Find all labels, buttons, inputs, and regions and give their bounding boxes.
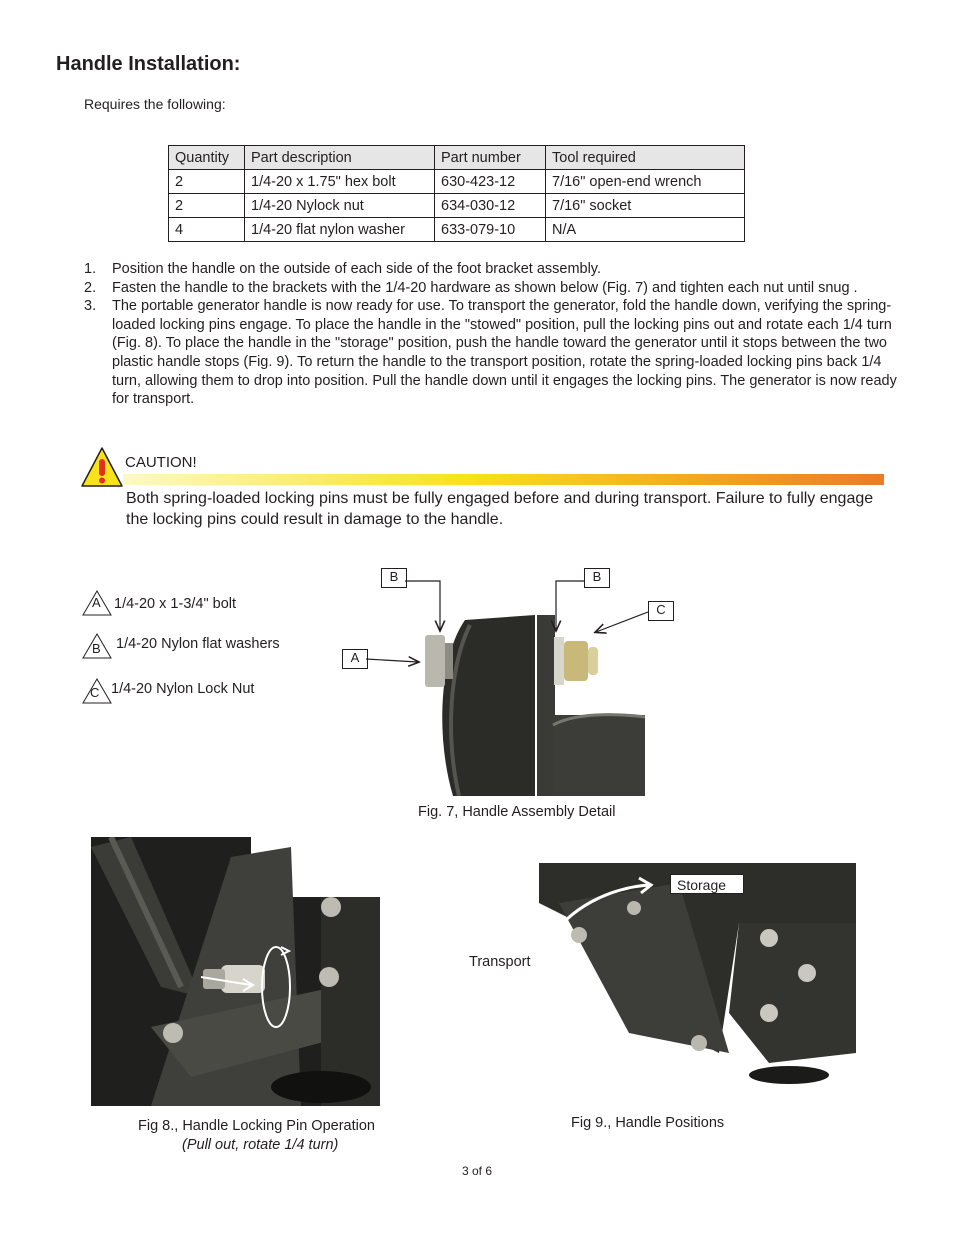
table-cell: 7/16" socket — [546, 194, 745, 218]
fig8-caption: Fig 8., Handle Locking Pin Operation — [138, 1118, 375, 1134]
table-row — [169, 218, 745, 242]
table-cell: 630-423-12 — [435, 170, 546, 194]
table-cell: 1/4-20 flat nylon washer — [245, 218, 435, 242]
handle-positions-illustration — [539, 863, 856, 1085]
table-cell: 1/4-20 x 1.75" hex bolt — [245, 170, 435, 194]
intro-text: Requires the following: — [84, 96, 226, 112]
page-number: 3 of 6 — [462, 1164, 493, 1178]
list-item — [84, 297, 899, 409]
callout-label: A — [342, 649, 368, 669]
column-header: Part number — [435, 146, 546, 170]
table-row — [169, 194, 745, 218]
table-cell: 1/4-20 Nylock nut — [245, 194, 435, 218]
fig7-caption: Fig. 7, Handle Assembly Detail — [418, 804, 616, 820]
legend-label: 1/4-20 x 1-3/4" bolt — [114, 596, 237, 612]
fig9-photo — [539, 863, 856, 1085]
table-cell: 4 — [169, 218, 245, 242]
transport-label: Transport — [469, 954, 531, 970]
table-cell: 7/16" open-end wrench — [546, 170, 745, 194]
column-header: Part description — [245, 146, 435, 170]
caution-bar — [123, 474, 884, 485]
legend-label: 1/4-20 Nylon flat washers — [116, 636, 280, 652]
step-text: The portable generator handle is now ready for use. To transport the generator, fold the handle down, verifying the spring-loaded locking pins engage. To place the handle in the "stowed" position, pull the locking pins out and rotate each 1/4 turn (Fig. 8). To place the handle in the "storage" position, push the handle toward the generator until it stops between the two plastic handle stops (Fig. 9). To return the handle to the transport position, rotate the spring-loaded locking pins back 1/4 turn, allowing them to drop into position. Pull the handle down until it engages the locking pins. The generator is now ready for transport. — [112, 298, 897, 408]
callout-label: B — [381, 568, 407, 588]
table-header-row — [169, 146, 745, 170]
column-header: Tool required — [546, 146, 745, 170]
fig8-subcaption: (Pull out, rotate 1/4 turn) — [182, 1137, 339, 1153]
table-cell: 634-030-12 — [435, 194, 546, 218]
instruction-steps — [84, 260, 899, 409]
handle-assembly-illustration — [425, 615, 645, 796]
fig7-photo — [425, 615, 645, 796]
list-item — [84, 279, 899, 298]
legend-label: 1/4-20 Nylon Lock Nut — [111, 681, 255, 697]
callout-label: B — [584, 568, 610, 588]
table-cell: N/A — [546, 218, 745, 242]
legend-letter: B — [92, 641, 101, 656]
step-number: 2. — [84, 279, 97, 296]
table-cell: 2 — [169, 194, 245, 218]
list-item — [84, 260, 899, 279]
fig8-photo — [91, 837, 380, 1106]
step-number: 3. — [84, 298, 97, 315]
table-cell: 2 — [169, 170, 245, 194]
table-cell: 633-079-10 — [435, 218, 546, 242]
fig9-caption: Fig 9., Handle Positions — [571, 1115, 725, 1131]
step-text: Fasten the handle to the brackets with the 1/4-20 hardware as shown below (Fig. 7) and tighten each nut until snug . — [112, 279, 858, 296]
caution-title: CAUTION! — [125, 454, 197, 471]
step-text: Position the handle on the outside of each side of the foot bracket assembly. — [112, 261, 602, 277]
storage-label: Storage — [670, 874, 744, 894]
warning-icon — [80, 446, 124, 488]
column-header: Quantity — [169, 146, 245, 170]
locking-pin-illustration — [91, 837, 380, 1106]
table-row — [169, 170, 745, 194]
callout-label: C — [648, 601, 674, 621]
legend-letter: A — [92, 595, 101, 610]
page-title: Handle Installation: — [56, 53, 241, 75]
parts-table — [168, 145, 745, 242]
legend-letter: C — [90, 685, 100, 700]
caution-text: Both spring-loaded locking pins must be fully engaged before and during transport. Failure to fully engage the locking pins could result in damage to the handle. — [126, 490, 874, 528]
step-number: 1. — [84, 261, 97, 277]
